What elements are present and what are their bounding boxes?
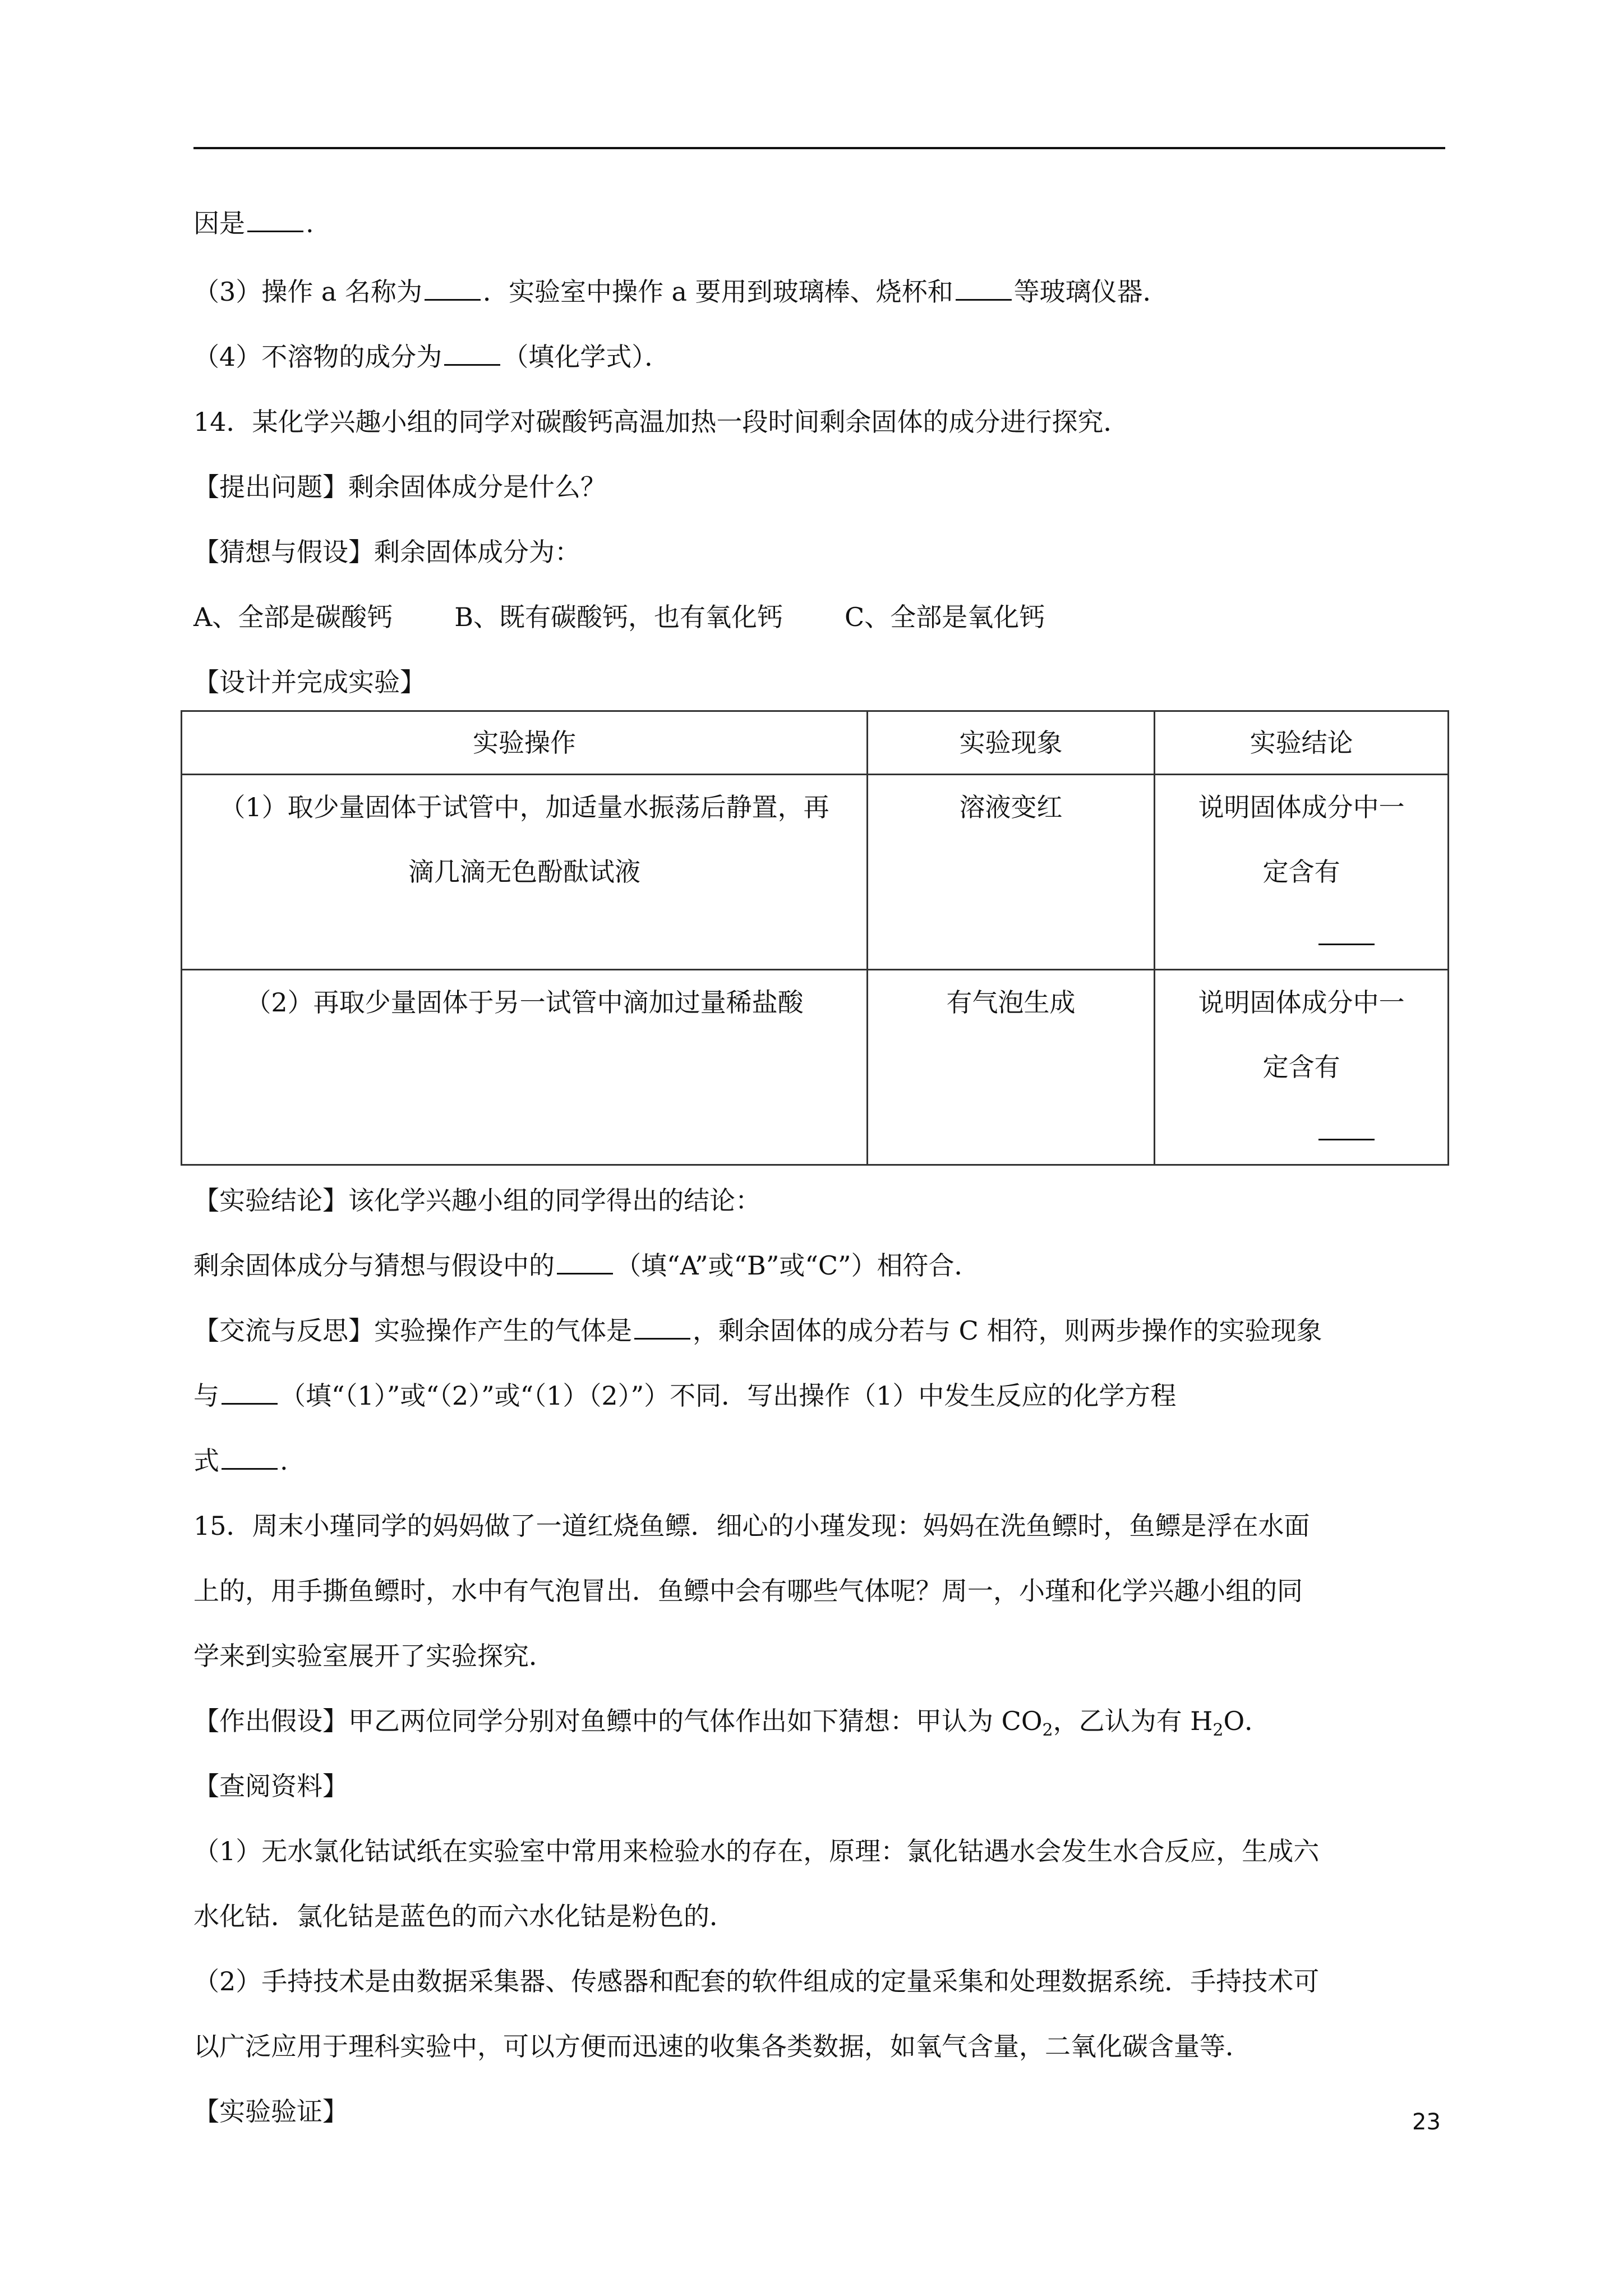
answer-blank bbox=[425, 277, 481, 301]
section-assumption: 【作出假设】甲乙两位同学分别对鱼鳔中的气体作出如下猜想：甲认为 $CO_2$，乙认为有 $H_2O$． bbox=[193, 1706, 1271, 1741]
option-a: A、全部是碳酸钙 bbox=[193, 602, 393, 632]
answer-blank bbox=[1161, 1099, 1442, 1164]
section-problem: 【提出问题】剩余固体成分是什么？ bbox=[193, 472, 606, 502]
reference-2-line-2: 以广泛应用于理科实验中，可以方便而迅速的收集各类数据，如氧气含量，二氧化碳含量等． bbox=[193, 2031, 1251, 2062]
answer-blank bbox=[444, 342, 500, 366]
section-hypothesis: 【猜想与假设】剩余固体成分为： bbox=[193, 537, 580, 567]
answer-blank bbox=[956, 277, 1012, 301]
reference-1-line-2: 水化钴．氯化钴是蓝色的而六水化钴是粉色的． bbox=[193, 1901, 735, 1931]
answer-blank bbox=[247, 208, 303, 232]
reference-2-line-1: （2）手持技术是由数据采集器、传感器和配套的软件组成的定量采集和处理数据系统．手持技术可 bbox=[193, 1966, 1320, 1996]
header-rule bbox=[193, 147, 1445, 149]
question-15-line-1: 15．周末小瑾同学的妈妈做了一道红烧鱼鳔．细心的小瑾发现：妈妈在洗鱼鳔时，鱼鳔是浮在水面 bbox=[193, 1511, 1310, 1541]
text-line-reflection-3: 式 . bbox=[193, 1446, 288, 1476]
text-line-conclusion: 剩余固体成分与猜想与假设中的 （填“A”或“B”或“C”）相符合． bbox=[193, 1250, 980, 1281]
table-header-row bbox=[182, 711, 1449, 775]
header-conclusion: 实验结论 bbox=[1155, 711, 1449, 775]
text-line-operation-a: （3）操作 a 名称为 ．实验室中操作 a 要用到玻璃棒、烧杯和 等玻璃仪器． bbox=[193, 277, 1169, 307]
table-row bbox=[182, 970, 1449, 1165]
option-b: B、既有碳酸钙，也有氧化钙 bbox=[454, 602, 783, 632]
question-15-line-2: 上的，用手撕鱼鳔时，水中有气泡冒出．鱼鳔中会有哪些气体呢？周一，小瑾和化学兴趣小组的同 bbox=[193, 1576, 1303, 1606]
text-line-reflection-2: 与 （填“（1）”或“（2）”或“（1）（2）”）不同．写出操作（1）中发生反应的化学方程 bbox=[193, 1381, 1177, 1411]
answer-blank bbox=[222, 1446, 278, 1470]
table-cell-phenomenon: 有气泡生成 bbox=[867, 970, 1154, 1165]
question-14: 14．某化学兴趣小组的同学对碳酸钙高温加热一段时间剩余固体的成分进行探究． bbox=[193, 407, 1129, 437]
answer-blank bbox=[634, 1315, 690, 1340]
section-conclusion: 【实验结论】该化学兴趣小组的同学得出的结论： bbox=[193, 1185, 761, 1216]
page-number: 23 bbox=[1412, 2109, 1441, 2135]
header-phenomenon: 实验现象 bbox=[867, 711, 1154, 775]
table-row bbox=[182, 775, 1449, 970]
text-line-insoluble: （4）不溶物的成分为 （填化学式）． bbox=[193, 342, 671, 372]
question-15-line-3: 学来到实验室展开了实验探究． bbox=[193, 1641, 555, 1671]
option-c: C、全部是氧化钙 bbox=[845, 602, 1045, 632]
answer-blank bbox=[557, 1250, 613, 1274]
section-verification: 【实验验证】 bbox=[193, 2096, 348, 2127]
section-reflection: 【交流与反思】实验操作产生的气体是 ，剩余固体的成分若与 C 相符，则两步操作的实验现象 bbox=[193, 1315, 1322, 1346]
table-cell-operation: （1）取少量固体于试管中，加适量水振荡后静置，再 滴几滴无色酚酞试液 bbox=[182, 775, 868, 970]
table-cell-conclusion: 说明固体成分中一 定含有 bbox=[1155, 775, 1449, 970]
experiment-table bbox=[181, 710, 1449, 1166]
section-design: 【设计并完成实验】 bbox=[193, 667, 426, 697]
text-line-1: 因是 . bbox=[193, 208, 314, 238]
table-cell-conclusion: 说明固体成分中一 定含有 bbox=[1155, 970, 1449, 1165]
answer-blank bbox=[222, 1381, 278, 1405]
answer-blank bbox=[1161, 904, 1442, 969]
section-reference: 【查阅资料】 bbox=[193, 1771, 348, 1801]
table-cell-phenomenon: 溶液变红 bbox=[867, 775, 1154, 970]
reference-1-line-1: （1）无水氯化钴试纸在实验室中常用来检验水的存在，原理：氯化钴遇水会发生水合反应，生成六 bbox=[193, 1836, 1320, 1866]
header-operation: 实验操作 bbox=[182, 711, 868, 775]
table-cell-operation: （2）再取少量固体于另一试管中滴加过量稀盐酸 bbox=[182, 970, 868, 1165]
hypothesis-options bbox=[193, 600, 1106, 634]
